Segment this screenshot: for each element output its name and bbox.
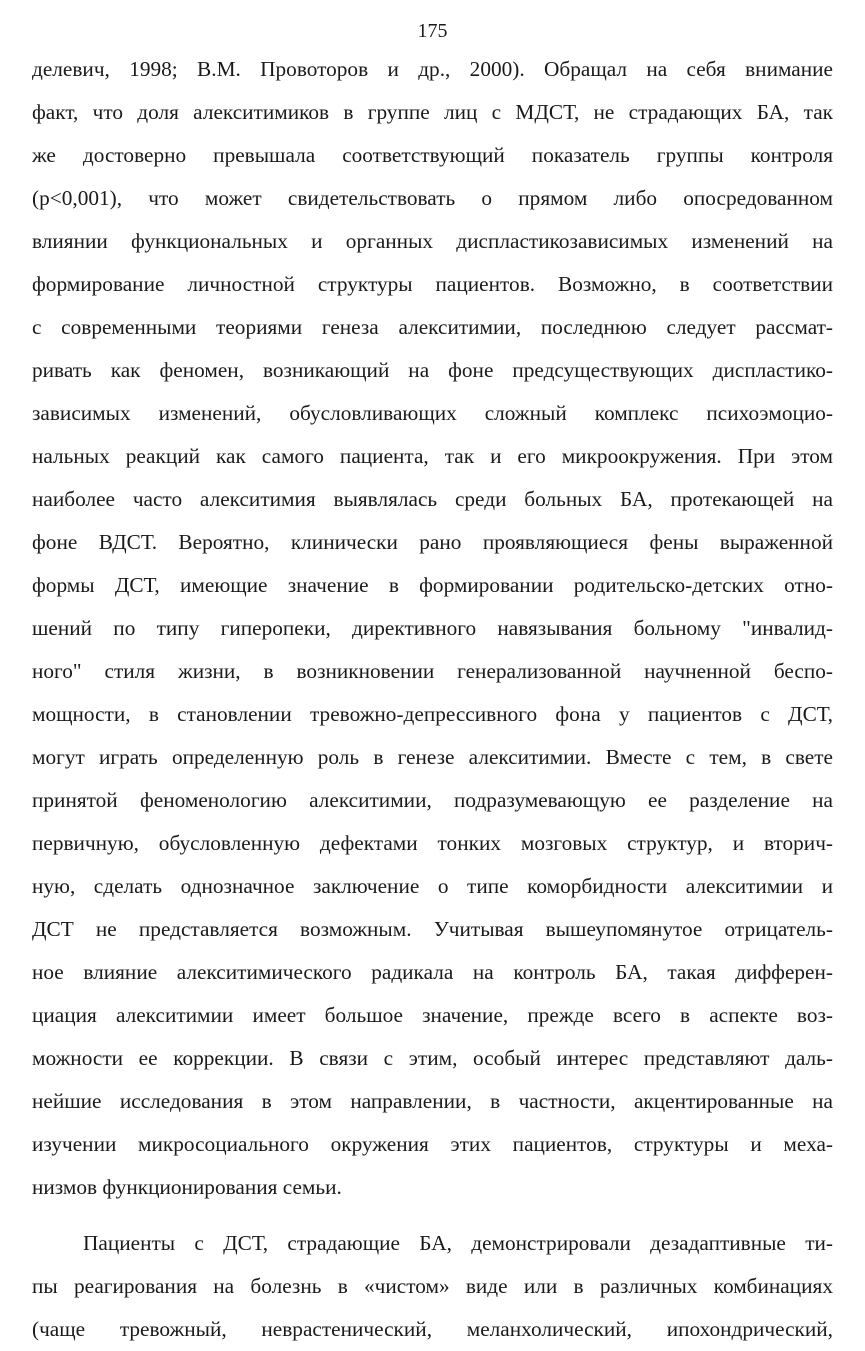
text-line: фоне ВДСТ. Вероятно, клинически рано проявляющиеся фены выраженной — [32, 530, 833, 554]
text-line: ное влияние алекситимического радикала на контроль БА, такая дифферен- — [32, 960, 833, 984]
text-line: формирование личностной структуры пациентов. Возможно, в соответствии — [32, 272, 833, 296]
text-line: низмов функционирования семьи. — [32, 1175, 342, 1199]
text-line: первичную, обусловленную дефектами тонких мозговых структур, и вторич- — [32, 831, 833, 855]
text-line: Пациенты с ДСТ, страдающие БА, демонстрировали дезадаптивные ти- — [83, 1231, 833, 1255]
text-line: факт, что доля алекситимиков в группе лиц с МДСТ, не страдающих БА, так — [32, 100, 833, 124]
text-line: ривать как феномен, возникающий на фоне предсуществующих диспластико- — [32, 358, 833, 382]
page-number: 175 — [417, 20, 448, 42]
text-line: наиболее часто алекситимия выявлялась среди больных БА, протекающей на — [32, 487, 833, 511]
text-line: изучении микросоциального окружения этих пациентов, структуры и меха- — [32, 1132, 833, 1156]
text-line: (чаще тревожный, неврастенический, меланхолический, ипохондрический, — [32, 1317, 833, 1341]
text-line: делевич, 1998; В.М. Провоторов и др., 2000). Обращал на себя внимание — [32, 57, 833, 81]
text-line: могут играть определенную роль в генезе алекситимии. Вместе с тем, в свете — [32, 745, 833, 769]
text-line: шений по типу гиперопеки, директивного навязывания больному "инвалид- — [32, 616, 833, 640]
text-line: (р<0,001), что может свидетельствовать о прямом либо опосредованном — [32, 186, 833, 210]
text-line: мощности, в становлении тревожно-депрессивного фона у пациентов с ДСТ, — [32, 702, 833, 726]
text-line: ДСТ не представляется возможным. Учитывая вышеупомянутое отрицатель- — [32, 917, 833, 941]
text-line: нейшие исследования в этом направлении, в частности, акцентированные на — [32, 1089, 833, 1113]
text-line: нальных реакций как самого пациента, так и его микроокружения. При этом — [32, 444, 833, 468]
text-line: циация алекситимии имеет большое значение, прежде всего в аспекте воз- — [32, 1003, 833, 1027]
text-line: с современными теориями генеза алекситимии, последнюю следует рассмат- — [32, 315, 833, 339]
text-line: принятой феноменологию алекситимии, подразумевающую ее разделение на — [32, 788, 833, 812]
text-line: же достоверно превышала соответствующий показатель группы контроля — [32, 143, 833, 167]
text-line: формы ДСТ, имеющие значение в формировании родительско-детских отно- — [32, 573, 833, 597]
text-line: зависимых изменений, обусловливающих сложный комплекс психоэмоцио- — [32, 401, 833, 425]
text-line: ного" стиля жизни, в возникновении генерализованной научненной беспо- — [32, 659, 833, 683]
text-line: влиянии функциональных и органных диспластикозависимых изменений на — [32, 229, 833, 253]
text-line: ную, сделать однозначное заключение о типе коморбидности алекситимии и — [32, 874, 833, 898]
text-line: можности ее коррекции. В связи с этим, особый интерес представляют даль- — [32, 1046, 833, 1070]
text-line: пы реагирования на болезнь в «чистом» виде или в различных комбинациях — [32, 1274, 833, 1298]
